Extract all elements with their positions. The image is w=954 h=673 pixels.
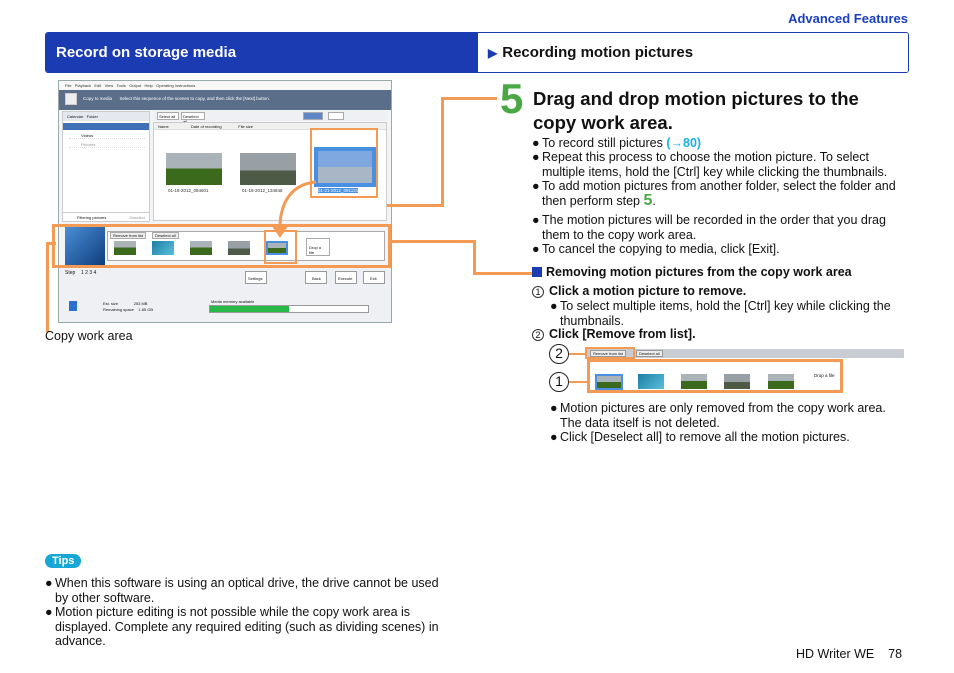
thumb-caption-3: 01-21-2012_091131	[318, 188, 359, 193]
select-all-button: Select all	[157, 112, 179, 120]
bullet-deselect-all: ● Click [Deselect all] to remove all the motion pictures.	[550, 430, 850, 444]
screen-titlebar	[59, 90, 391, 110]
step-num-4: 4	[93, 270, 97, 276]
callout-1-line	[569, 381, 589, 383]
file-filter-bar	[62, 212, 150, 222]
step-num-1: 1	[81, 270, 84, 276]
remove-btn-highlight	[585, 347, 635, 359]
deselect-all-btn: Deselect all	[152, 232, 179, 239]
screen-title: Copy to media	[83, 96, 113, 101]
tree-all-files: All files	[63, 123, 149, 130]
leader-line-h2	[473, 272, 533, 275]
media-label: Media memory available	[211, 299, 255, 304]
col-date: Date of recording	[190, 124, 222, 129]
remove-from-list-btn: Remove from list	[110, 232, 146, 239]
media-progress	[209, 305, 369, 313]
step-num-3: 3	[89, 270, 93, 276]
square-icon	[532, 267, 542, 277]
bullet-icon: ●	[45, 576, 53, 590]
callout-2-line	[569, 353, 587, 355]
leader-line-h1	[390, 240, 475, 243]
leader-line-v1	[473, 240, 476, 275]
step-ref: 5	[643, 191, 653, 209]
step-label: Step	[65, 270, 76, 276]
menu-help: Help	[144, 83, 153, 88]
bullet-repeat: ● Repeat this process to choose the motion picture. To select multiple items, hold the [Ctrl] key while clicking the thumbnails.	[532, 150, 888, 179]
menu-edit: Edit	[94, 83, 102, 88]
drop-file-zone: Drop a file	[814, 373, 835, 378]
copy-work-area-caption: Copy work area	[45, 329, 133, 343]
circled-number-2: 2	[532, 329, 544, 341]
filter-label: Filtering pictures	[77, 215, 107, 220]
removing-step-1-note: ● To select multiple items, hold the [Ctrl] key while clicking the thumbnails.	[550, 299, 891, 328]
removing-heading: Removing motion pictures from the copy work area	[532, 265, 852, 279]
col-name: Name	[158, 124, 169, 129]
step-title: Drag and drop motion pictures to the copy work area.	[533, 88, 859, 134]
bullet-icon: ●	[532, 213, 540, 227]
bullet-icon: ●	[532, 150, 540, 164]
leader-line-h3	[387, 204, 444, 207]
caption-leader-tick	[46, 242, 56, 245]
page-number: 78	[888, 647, 903, 661]
copy-media-icon	[65, 93, 77, 105]
bullet-only-removed: ● Motion pictures are only removed from the copy work area. The data itself is not deleted.	[550, 401, 886, 430]
banner-topic	[478, 33, 908, 72]
settings-button: Settings	[245, 271, 267, 284]
size-info: Est. size 253 MB Remaining space 1.65 GB	[103, 301, 154, 312]
page-footer	[796, 647, 902, 661]
leader-line-h4	[441, 97, 497, 100]
banner-section-title: Record on storage media	[46, 33, 478, 72]
removing-step-2: 2 Click [Remove from list].	[532, 327, 696, 341]
step-number: 5	[500, 75, 524, 122]
bullet-icon: ●	[532, 242, 540, 256]
deselect-all-btn: Deselect all	[636, 350, 663, 357]
media-icon	[69, 301, 77, 311]
thumb-toolbar	[153, 111, 387, 121]
step-indicator	[81, 270, 96, 276]
callout-circle-2: 2	[549, 344, 569, 364]
back-button: Back	[305, 271, 327, 284]
software-screenshot	[58, 80, 392, 323]
tree-videos: Videos	[69, 133, 145, 139]
leader-line-v2	[441, 97, 444, 207]
bullet-icon: ●	[550, 401, 558, 415]
media-progress-fill	[210, 306, 289, 312]
thumb-caption-2: 01-18-2012_134848	[242, 188, 283, 193]
circled-number-1: 1	[532, 286, 544, 298]
tree-pictures: Pictures	[69, 142, 145, 148]
menu-instructions: Operating Instructions	[156, 83, 196, 88]
removing-step-1: 1 Click a motion picture to remove.	[532, 284, 746, 298]
caption-leader-line	[46, 242, 49, 332]
exit-button: Exit	[363, 271, 385, 284]
drop-file-zone: Drop a file	[306, 238, 330, 256]
view-mode-button	[303, 112, 323, 120]
remove-from-list-btn: Remove from list	[590, 350, 626, 357]
folder-tree	[62, 111, 150, 221]
drag-arrow-icon	[262, 180, 322, 242]
execute-button: Execute	[335, 271, 357, 284]
menu-file: File	[65, 83, 72, 88]
tips-badge: Tips	[45, 554, 81, 568]
tab-calendar: Calendar	[67, 114, 84, 119]
step-num-2: 2	[85, 270, 88, 276]
callout-circle-1: 1	[549, 372, 569, 392]
bullet-add-folder: ● To add motion pictures from another folder, select the folder and then perform step 5.	[532, 179, 896, 209]
tab-folder: Folder	[86, 114, 98, 119]
menu-view: View	[104, 83, 114, 88]
section-link[interactable]: Advanced Features	[788, 11, 908, 26]
menu-tools: Tools	[116, 83, 126, 88]
wizard-footer	[59, 267, 391, 323]
page-link[interactable]: (→80)	[666, 136, 702, 150]
tip-optical-drive: ● When this software is using an optical drive, the drive cannot be used by other software.	[45, 576, 439, 605]
thumbnails-highlight	[587, 359, 843, 393]
deselect-all-button: Deselect	[181, 112, 205, 120]
bullet-icon: ●	[532, 179, 540, 193]
tip-editing: ● Motion picture editing is not possible while the copy work area is displayed. Complete any required editing (such as dividing scenes) in advance.	[45, 605, 439, 648]
filter-button: Deselect	[129, 215, 145, 220]
menu-playback: Playback	[74, 83, 92, 88]
screen-instruction: Select this sequence of the scenes to copy, and then click the [Next] button.	[119, 96, 271, 101]
bullet-cancel: ● To cancel the copying to media, click [Exit].	[532, 242, 780, 256]
menu-output: Output	[129, 83, 142, 88]
zoom-button	[328, 112, 344, 120]
bullet-icon: ●	[45, 605, 53, 619]
bullet-order: ● The motion pictures will be recorded in the order that you drag them to the copy work area.	[532, 213, 886, 242]
bullet-still-pictures: ● To record still pictures (→80)	[532, 136, 702, 150]
thumbnail-horse	[166, 153, 222, 185]
copy-work-area-highlight	[52, 224, 391, 268]
thumb-caption-1: 01-18-2012_084601	[168, 188, 209, 193]
page-banner	[45, 32, 909, 73]
col-size: File size	[238, 124, 253, 129]
sidebar-tabs	[63, 112, 149, 121]
bullet-icon: ●	[550, 299, 558, 313]
bullet-icon: ●	[550, 430, 558, 444]
menu-bar	[59, 81, 391, 90]
product-name: HD Writer WE	[796, 647, 875, 661]
bullet-icon: ●	[532, 136, 540, 150]
banner-topic-label: Recording motion pictures	[502, 44, 694, 61]
play-arrow-icon: ▶	[488, 46, 498, 60]
